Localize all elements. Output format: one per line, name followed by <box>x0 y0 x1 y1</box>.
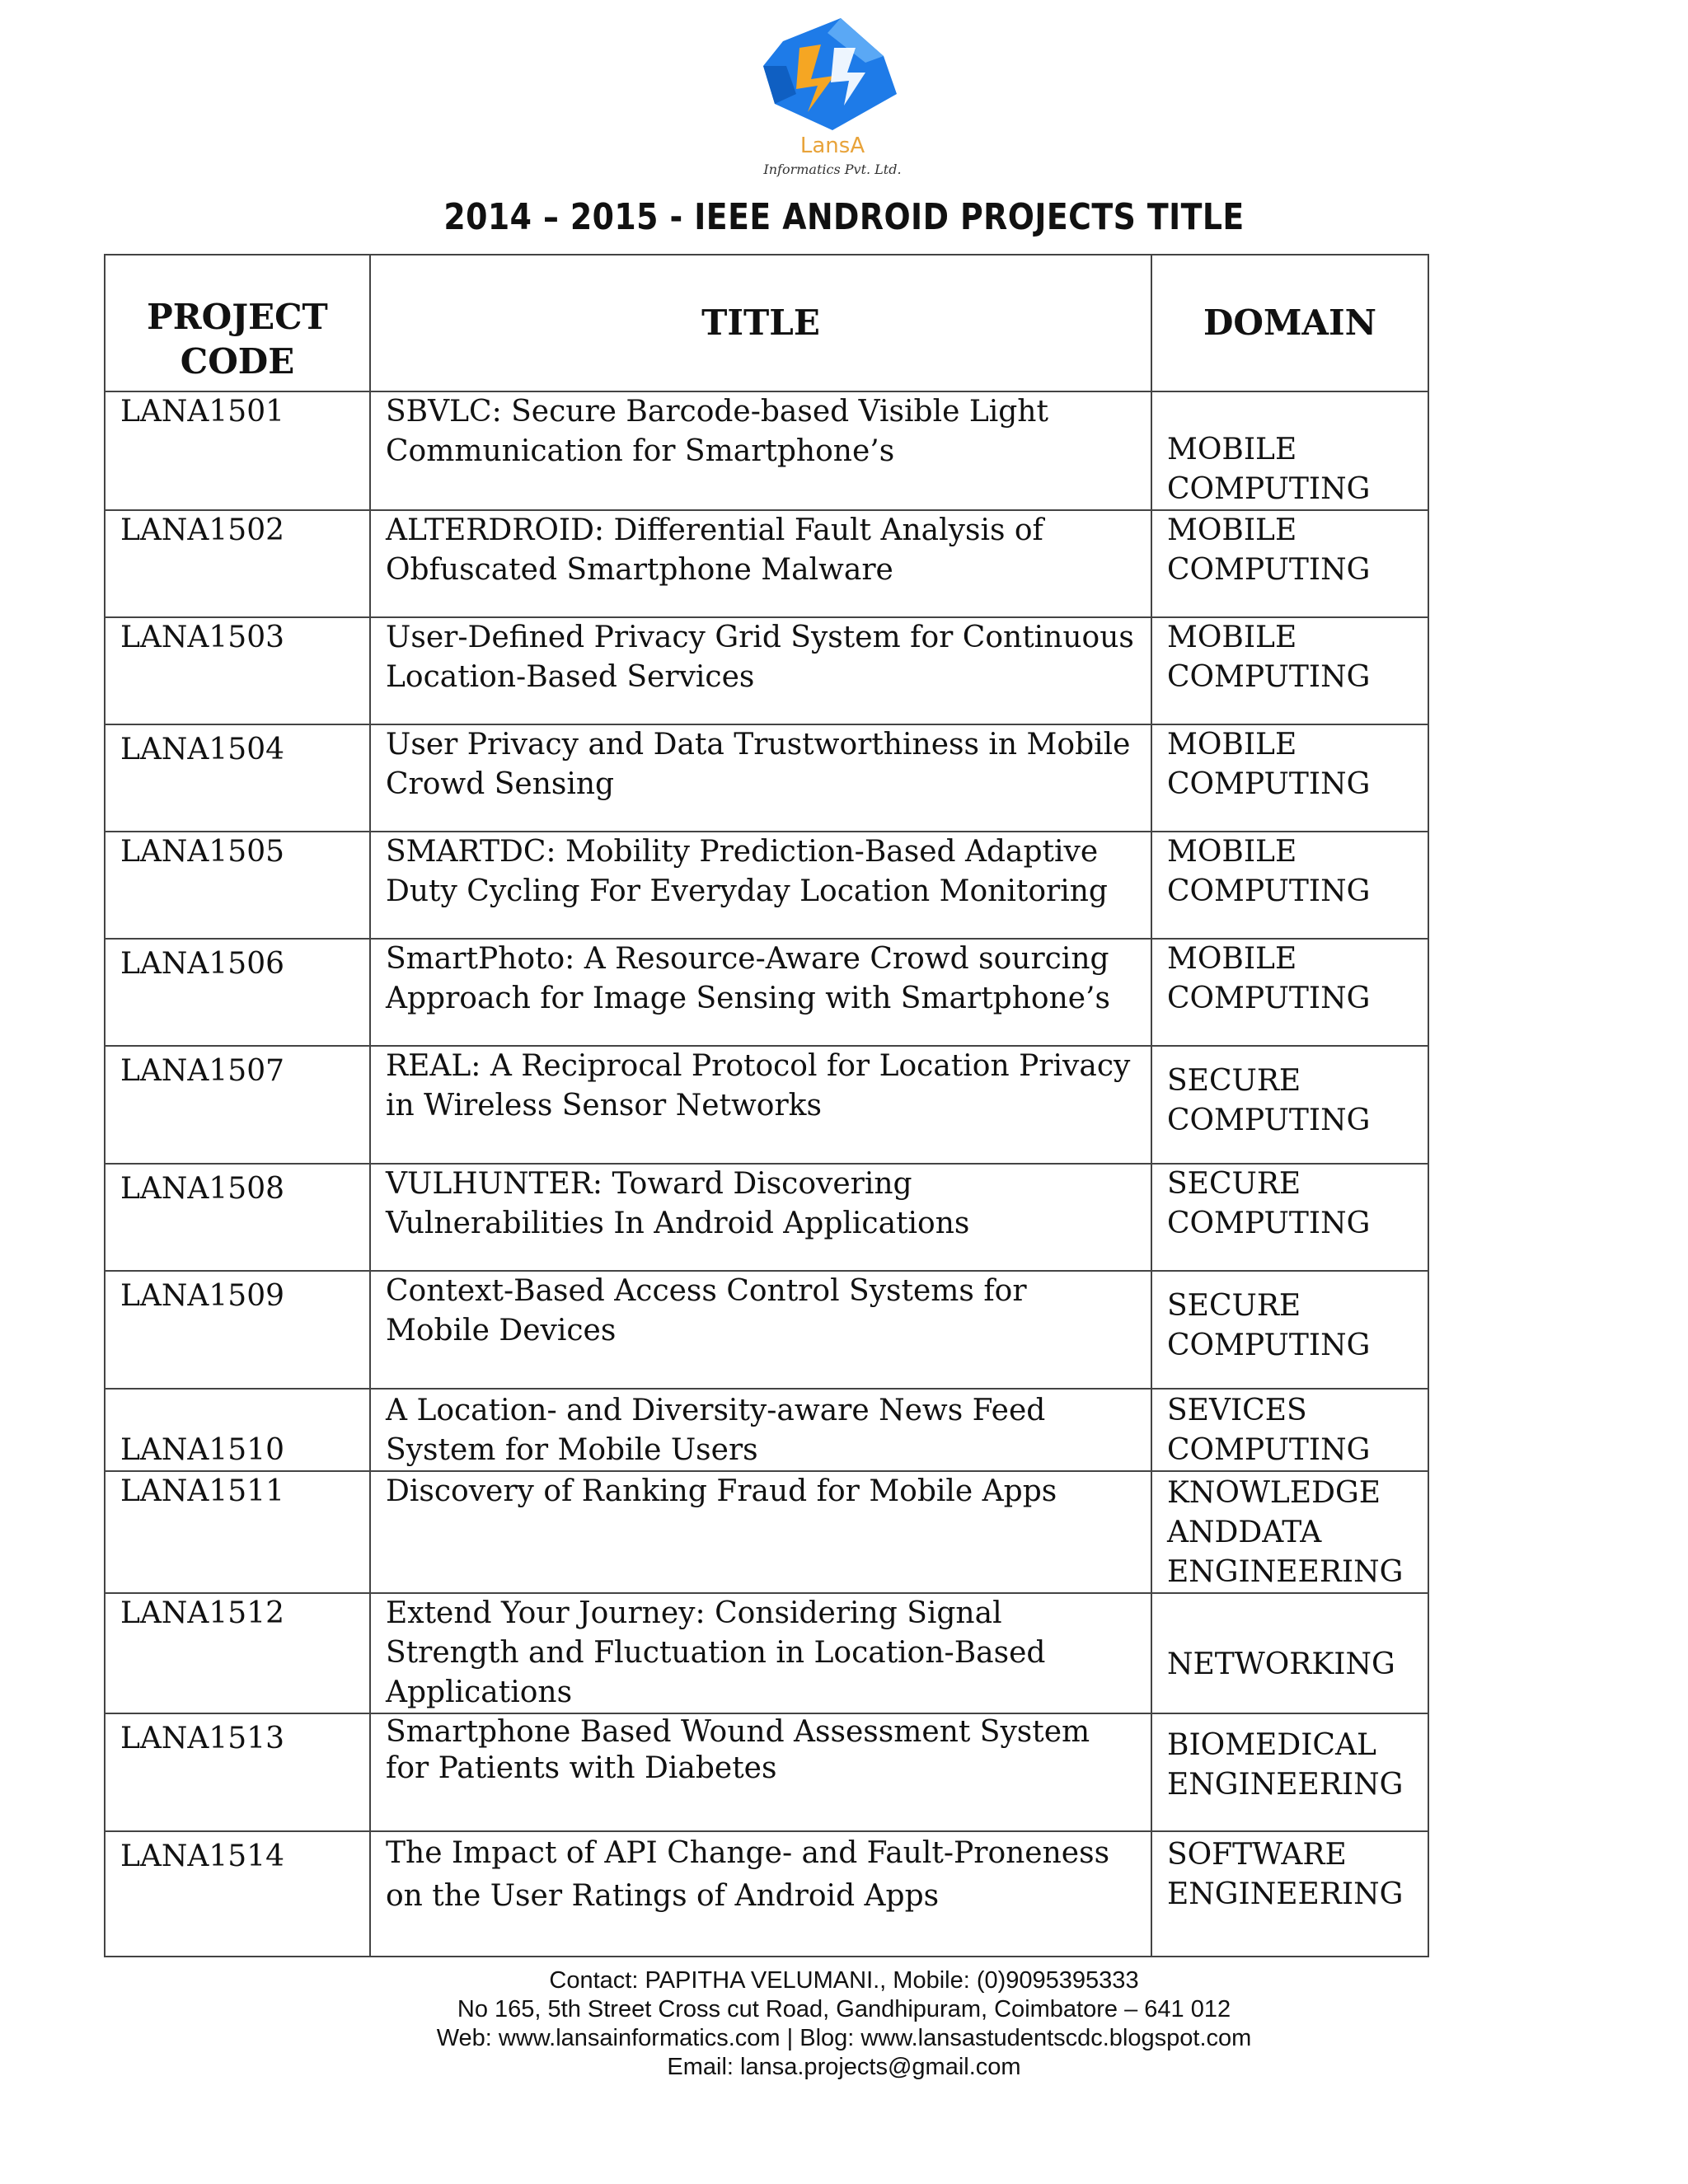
table-row <box>105 617 1428 724</box>
footer-address: No 165, 5th Street Cross cut Road, Gandhipuram, Coimbatore – 641 012 <box>457 1996 1231 2022</box>
table-row <box>105 1389 1428 1471</box>
project-code: LANA1510 <box>105 1389 370 1471</box>
projects-table <box>104 254 1429 1957</box>
project-title: The Impact of API Change- and Fault-Proneness on the User Ratings of Android Apps <box>370 1831 1151 1957</box>
footer-contact: Contact: PAPITHA VELUMANI., Mobile: (0)9095395333 <box>549 1967 1139 1994</box>
table-row <box>105 1271 1428 1389</box>
project-code: LANA1502 <box>105 510 370 617</box>
project-code: LANA1512 <box>105 1593 370 1713</box>
logo-subtitle: Informatics Pvt. Ltd. <box>763 162 902 177</box>
logo-name: LansA <box>799 134 865 158</box>
project-code: LANA1508 <box>105 1164 370 1271</box>
project-code: LANA1514 <box>105 1831 370 1957</box>
project-title: SmartPhoto: A Resource-Aware Crowd sourcing Approach for Image Sensing with Smartphone’s <box>370 939 1151 1046</box>
project-domain: MOBILE COMPUTING <box>1151 617 1428 724</box>
table-row <box>105 1046 1428 1164</box>
table-row <box>105 1471 1428 1593</box>
header-project-code: PROJECT CODE <box>105 255 370 391</box>
project-code: LANA1503 <box>105 617 370 724</box>
project-title: VULHUNTER: Toward Discovering Vulnerabilities In Android Applications <box>370 1164 1151 1271</box>
table-row <box>105 724 1428 832</box>
project-title: ALTERDROID: Differential Fault Analysis of Obfuscated Smartphone Malware <box>370 510 1151 617</box>
document-title: 2014 – 2015 - IEEE ANDROID PROJECTS TITLE <box>443 196 1245 238</box>
project-title: SBVLC: Secure Barcode-based Visible Light Communication for Smartphone’s <box>370 391 1151 510</box>
table-row <box>105 391 1428 510</box>
project-domain: SECURE COMPUTING <box>1151 1046 1428 1164</box>
project-domain: MOBILE COMPUTING <box>1151 939 1428 1046</box>
project-title: Context-Based Access Control Systems for Mobile Devices <box>370 1271 1151 1389</box>
project-domain: NETWORKING <box>1151 1593 1428 1713</box>
project-domain: SECURE COMPUTING <box>1151 1271 1428 1389</box>
table-row <box>105 1831 1428 1957</box>
footer <box>0 1966 1688 2082</box>
project-domain: BIOMEDICAL ENGINEERING <box>1151 1713 1428 1831</box>
lansa-logo-icon <box>742 15 923 147</box>
table-row <box>105 510 1428 617</box>
project-code: LANA1509 <box>105 1271 370 1389</box>
project-title: User-Defined Privacy Grid System for Continuous Location-Based Services <box>370 617 1151 724</box>
project-domain: MOBILE COMPUTING <box>1151 391 1428 510</box>
project-domain: SEVICES COMPUTING <box>1151 1389 1428 1471</box>
footer-web: Web: www.lansainformatics.com | Blog: www.lansastudentscdc.blogspot.com <box>436 2025 1252 2051</box>
project-title: A Location- and Diversity-aware News Feed System for Mobile Users <box>370 1389 1151 1471</box>
table-row <box>105 1164 1428 1271</box>
project-code: LANA1504 <box>105 724 370 832</box>
project-domain: SECURE COMPUTING <box>1151 1164 1428 1271</box>
table-header-row <box>105 255 1428 391</box>
project-code: LANA1501 <box>105 391 370 510</box>
project-code: LANA1507 <box>105 1046 370 1164</box>
project-domain: MOBILE COMPUTING <box>1151 724 1428 832</box>
project-code: LANA1506 <box>105 939 370 1046</box>
project-domain: MOBILE COMPUTING <box>1151 832 1428 939</box>
table-row <box>105 1713 1428 1831</box>
project-domain: MOBILE COMPUTING <box>1151 510 1428 617</box>
project-title: Discovery of Ranking Fraud for Mobile Apps <box>370 1471 1151 1593</box>
table-row <box>105 939 1428 1046</box>
project-code: LANA1513 <box>105 1713 370 1831</box>
project-title: Smartphone Based Wound Assessment System for Patients with Diabetes <box>370 1713 1151 1831</box>
project-title: Extend Your Journey: Considering Signal Strength and Fluctuation in Location-Based Applications <box>370 1593 1151 1713</box>
project-title: REAL: A Reciprocal Protocol for Location Privacy in Wireless Sensor Networks <box>370 1046 1151 1164</box>
header-domain: DOMAIN <box>1151 255 1428 391</box>
project-title: SMARTDC: Mobility Prediction-Based Adaptive Duty Cycling For Everyday Location Monitoring <box>370 832 1151 939</box>
header-title: TITLE <box>370 255 1151 391</box>
project-domain: SOFTWARE ENGINEERING <box>1151 1831 1428 1957</box>
project-code: LANA1505 <box>105 832 370 939</box>
table-row <box>105 832 1428 939</box>
project-title: User Privacy and Data Trustworthiness in Mobile Crowd Sensing <box>370 724 1151 832</box>
footer-email: Email: lansa.projects@gmail.com <box>667 2054 1021 2080</box>
project-code: LANA1511 <box>105 1471 370 1593</box>
project-domain: KNOWLEDGE ANDDATA ENGINEERING <box>1151 1471 1428 1593</box>
table-row <box>105 1593 1428 1713</box>
